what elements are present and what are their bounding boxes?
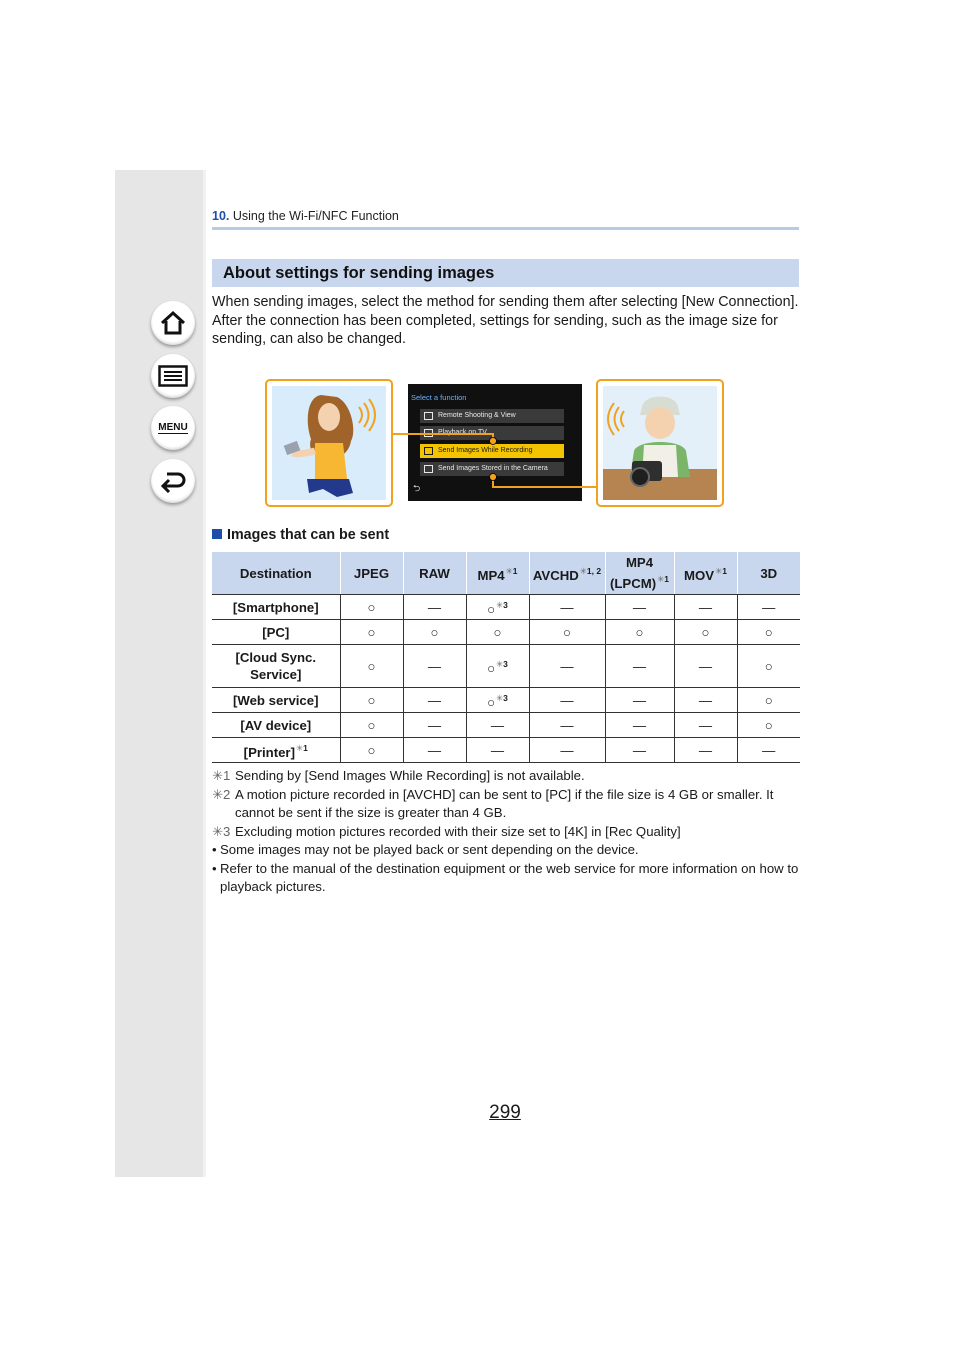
supported-cell: ○: [529, 620, 605, 645]
breadcrumb: [212, 209, 399, 223]
table-header-row: [212, 552, 800, 595]
supported-cell: ○: [340, 713, 403, 738]
unsupported-cell: —: [737, 595, 800, 620]
return-icon: [159, 469, 187, 493]
sidebar-edge: [203, 170, 206, 1177]
footnote-2: [212, 786, 802, 823]
supported-cell: ○: [340, 620, 403, 645]
menu-button[interactable]: [151, 406, 195, 450]
header-rule: [212, 227, 799, 230]
column-header-label: JPEG: [353, 565, 390, 581]
images-table: [212, 552, 800, 763]
chapter-number: 10.: [212, 209, 230, 223]
destination-cell: [Printer]$^{✳1}$: [212, 738, 340, 763]
destination-cell: [AV device]: [212, 713, 340, 738]
column-header: [212, 552, 340, 595]
supported-cell: ○$^{✳3}$: [466, 688, 529, 713]
supported-cell: ○: [340, 645, 403, 688]
supported-cell: ○: [737, 645, 800, 688]
supported-cell: ○$^{✳3}$: [466, 645, 529, 688]
chapter-title: Using the Wi-Fi/NFC Function: [232, 209, 399, 223]
unsupported-cell: —: [529, 738, 605, 763]
contents-button[interactable]: [151, 354, 195, 398]
column-header-label: MP4 (LPCM): [609, 555, 657, 591]
unsupported-cell: —: [674, 645, 737, 688]
column-header-label: Destination: [239, 565, 312, 581]
column-header-label: RAW: [419, 565, 450, 581]
supported-cell: ○: [466, 620, 529, 645]
supported-cell: ○: [737, 620, 800, 645]
supported-cell: ○: [674, 620, 737, 645]
unsupported-cell: —: [403, 595, 466, 620]
screen-title: Select a function: [411, 393, 467, 402]
supported-cell: ○: [340, 595, 403, 620]
supported-cell: ○: [340, 738, 403, 763]
footnote-marker: ✳1: [212, 768, 231, 783]
back-button[interactable]: [151, 459, 195, 503]
unsupported-cell: —: [403, 645, 466, 688]
unsupported-cell: —: [737, 738, 800, 763]
return-icon[interactable]: ⮌: [413, 483, 421, 493]
table-row: [212, 620, 800, 645]
square-bullet-icon: [212, 529, 222, 539]
bullet-note-1: • Some images may not be played back or sent depending on the device.: [212, 841, 802, 860]
unsupported-cell: —: [605, 645, 674, 688]
table-heading-text: Images that can be sent: [227, 527, 390, 543]
supported-cell: ○: [340, 688, 403, 713]
column-header-label: 3D: [760, 565, 778, 581]
unsupported-cell: —: [605, 688, 674, 713]
page-number[interactable]: 299: [489, 1102, 521, 1123]
intro-text: [212, 293, 802, 349]
intro-paragraph-1: When sending images, select the method for sending them after selecting [New Connection].: [212, 294, 799, 310]
supported-cell: ○: [737, 688, 800, 713]
intro-paragraph-2: After the connection has been completed, settings for sending, such as the image size for sending, can also be changed.: [212, 312, 778, 348]
column-header: [340, 552, 403, 595]
table-body: [212, 595, 800, 763]
menu-item-label: Send Images While Recording: [438, 447, 533, 454]
table-row: [212, 688, 800, 713]
supported-cell: ○: [605, 620, 674, 645]
footnote-marker: ✳2: [212, 786, 231, 802]
unsupported-cell: —: [403, 738, 466, 763]
home-icon: [159, 310, 187, 336]
column-header: [466, 552, 529, 595]
table-row: [212, 645, 800, 688]
menu-item-label: Playback on TV: [438, 429, 487, 436]
destination-cell: [Smartphone]: [212, 595, 340, 620]
column-header: [605, 552, 674, 595]
table-row: [212, 595, 800, 620]
unsupported-cell: —: [466, 738, 529, 763]
destination-cell: [PC]: [212, 620, 340, 645]
unsupported-cell: —: [466, 713, 529, 738]
column-header: [674, 552, 737, 595]
destination-cell: [Web service]: [212, 688, 340, 713]
footnotes: [212, 767, 802, 897]
column-header-label: MP4: [477, 567, 505, 583]
unsupported-cell: —: [674, 738, 737, 763]
unsupported-cell: —: [529, 645, 605, 688]
column-header: [403, 552, 466, 595]
camera-user-illustration: [596, 379, 724, 507]
unsupported-cell: —: [403, 688, 466, 713]
connection-illustration: [265, 379, 725, 509]
column-header-label: AVCHD: [532, 567, 579, 583]
footnote-text: A motion picture recorded in [AVCHD] can be sent to [PC] if the file size is 4 GB or smaller. It cannot be sent if the size is greater than 4 GB.: [235, 786, 774, 820]
unsupported-cell: —: [605, 713, 674, 738]
footnote-ref: ✳1: [657, 574, 669, 584]
home-button[interactable]: [151, 301, 195, 345]
footnote-1: [212, 767, 802, 786]
unsupported-cell: —: [605, 595, 674, 620]
supported-cell: ○: [403, 620, 466, 645]
menu-icon: MENU: [158, 422, 188, 433]
footnote-text: Excluding motion pictures recorded with their size set to [4K] in [Rec Quality]: [235, 823, 681, 839]
destination-cell: [Cloud Sync. Service]: [212, 645, 340, 688]
unsupported-cell: —: [674, 713, 737, 738]
footnote-ref: ✳1: [505, 565, 518, 576]
list-icon: [158, 365, 188, 387]
unsupported-cell: —: [529, 595, 605, 620]
unsupported-cell: —: [529, 688, 605, 713]
footnote-3: [212, 823, 802, 842]
footnote-marker: ✳3: [212, 823, 231, 839]
unsupported-cell: —: [403, 713, 466, 738]
supported-cell: ○: [737, 713, 800, 738]
bullet-note-2: • Refer to the manual of the destination equipment or the web service for more information on how to playback pictures.: [212, 860, 802, 897]
footnote-text: Sending by [Send Images While Recording] is not available.: [235, 768, 585, 783]
column-header-label: MOV: [684, 567, 715, 583]
section-title: About settings for sending images: [212, 259, 799, 287]
footnote-ref: ✳1: [715, 565, 727, 576]
table-row: [212, 738, 800, 763]
table-heading: [212, 527, 389, 543]
unsupported-cell: —: [529, 713, 605, 738]
supported-cell: ○$^{✳3}$: [466, 595, 529, 620]
table-row: [212, 713, 800, 738]
unsupported-cell: —: [605, 738, 674, 763]
unsupported-cell: —: [674, 595, 737, 620]
column-header: [529, 552, 605, 595]
column-header: [737, 552, 800, 595]
woman-camera-picture: [598, 381, 722, 505]
unsupported-cell: —: [674, 688, 737, 713]
menu-item-label: Send Images Stored in the Camera: [438, 465, 548, 472]
menu-item-label: Remote Shooting & View: [438, 412, 516, 419]
footnote-ref: ✳1, 2: [579, 565, 602, 576]
